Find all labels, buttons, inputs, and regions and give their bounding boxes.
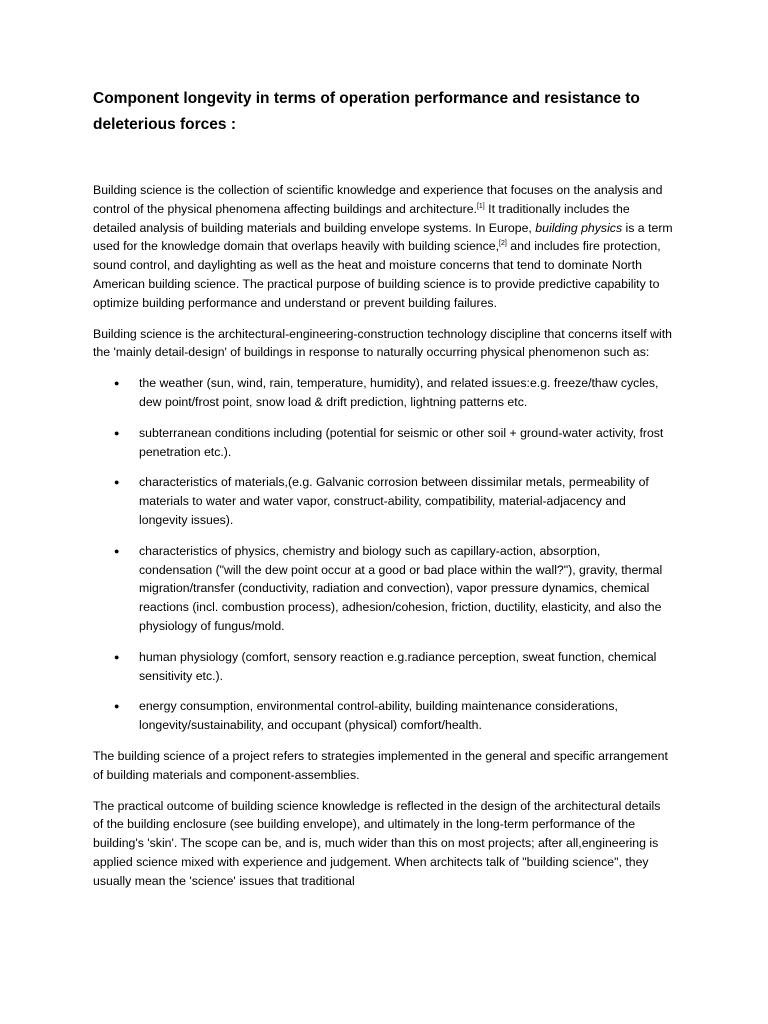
bullet-icon: ● — [114, 545, 120, 556]
bullet-icon: ● — [114, 427, 120, 438]
paragraph-intro-text-3: is a term used for the knowledge domain that overlaps heavily with building science, — [93, 220, 673, 254]
list-item-text: human physiology (comfort, sensory reaction e.g.radiance perception, sweat function, chemical sensitivity etc.). — [139, 649, 657, 683]
bullet-icon: ● — [114, 378, 120, 389]
list-item — [93, 424, 673, 462]
list-item — [93, 697, 673, 735]
paragraph-outcome: The practical outcome of building science knowledge is reflected in the design of the architectural details of the building enclosure (see building envelope), and ultimately in the long-term performance of the building's 'skin'. The scope can be, and is, much wider than this on most projects; after all,engineering is applied science mixed with experience and judgement. When architects talk of "building science", they usually mean the 'science' issues that traditional — [93, 798, 661, 888]
paragraph-intro-italic-term: building physics — [535, 220, 623, 235]
bullet-icon: ● — [114, 651, 120, 662]
list-item — [93, 473, 673, 529]
paragraph-intro-text-4: and includes fire protection, sound control, and daylighting as well as the heat and moisture concerns that tend to dominate North American building science. The practical purpose of building science is to provide predictive capability to optimize building performance and understand or prevent building failures. — [93, 239, 661, 310]
list-item — [93, 648, 673, 686]
list-item-text: characteristics of physics, chemistry and biology such as capillary-action, absorption, condensation ("will the dew point occur at a good or bad place within the wall?"), gravity, thermal migration/transfer (conductivity, radiation and convection), vapor pressure dynamics, chemical reactions (incl. combustion process), adhesion/cohesion, friction, ductility, elasticity, and also the physiology of fungus/mold. — [139, 543, 663, 633]
phenomena-list — [93, 374, 673, 735]
paragraph-project: The building science of a project refers to strategies implemented in the general and specific arrangement of building materials and component-assemblies. — [93, 748, 668, 782]
document-body — [93, 181, 673, 903]
bullet-icon: ● — [114, 701, 120, 712]
list-item — [93, 374, 673, 412]
document-heading: Component longevity in terms of operation performance and resistance to deleterious forces : — [93, 90, 640, 133]
reference-1[interactable]: [1] — [476, 202, 485, 210]
list-item-text: subterranean conditions including (potential for seismic or other soil + ground-water activity, frost penetration etc.). — [139, 425, 664, 459]
reference-2[interactable]: [2] — [499, 240, 507, 248]
bullet-icon: ● — [114, 477, 120, 488]
list-item-text: the weather (sun, wind, rain, temperature, humidity), and related issues:e.g. freeze/thaw cycles, dew point/frost point, snow load & drift prediction, lightning patterns etc. — [139, 376, 659, 409]
list-item-text: characteristics of materials,(e.g. Galvanic corrosion between dissimilar metals, permeability of materials to water and water vapor, construct-ability, compatibility, material-adjacency and longevity issues). — [139, 475, 649, 527]
list-item — [93, 542, 673, 636]
paragraph-intro — [93, 181, 673, 313]
paragraph-intro-text-1: Building science is the collection of scientific knowledge and experience that focuses on the analysis and control of the physical phenomena affecting buildings and architecture. — [93, 183, 663, 216]
paragraph-discipline: Building science is the architectural-engineering-construction technology discipline that concerns itself with the 'mainly detail-design' of buildings in response to naturally occurring physical phenomenon such as: — [93, 326, 672, 360]
paragraph-intro-text-2: It traditionally includes the detailed analysis of building materials and building envelope systems. In Europe, — [93, 201, 630, 235]
list-item-text: energy consumption, environmental control-ability, building maintenance considerations, longevity/sustainability, and occupant (physical) comfort/health. — [139, 699, 618, 733]
